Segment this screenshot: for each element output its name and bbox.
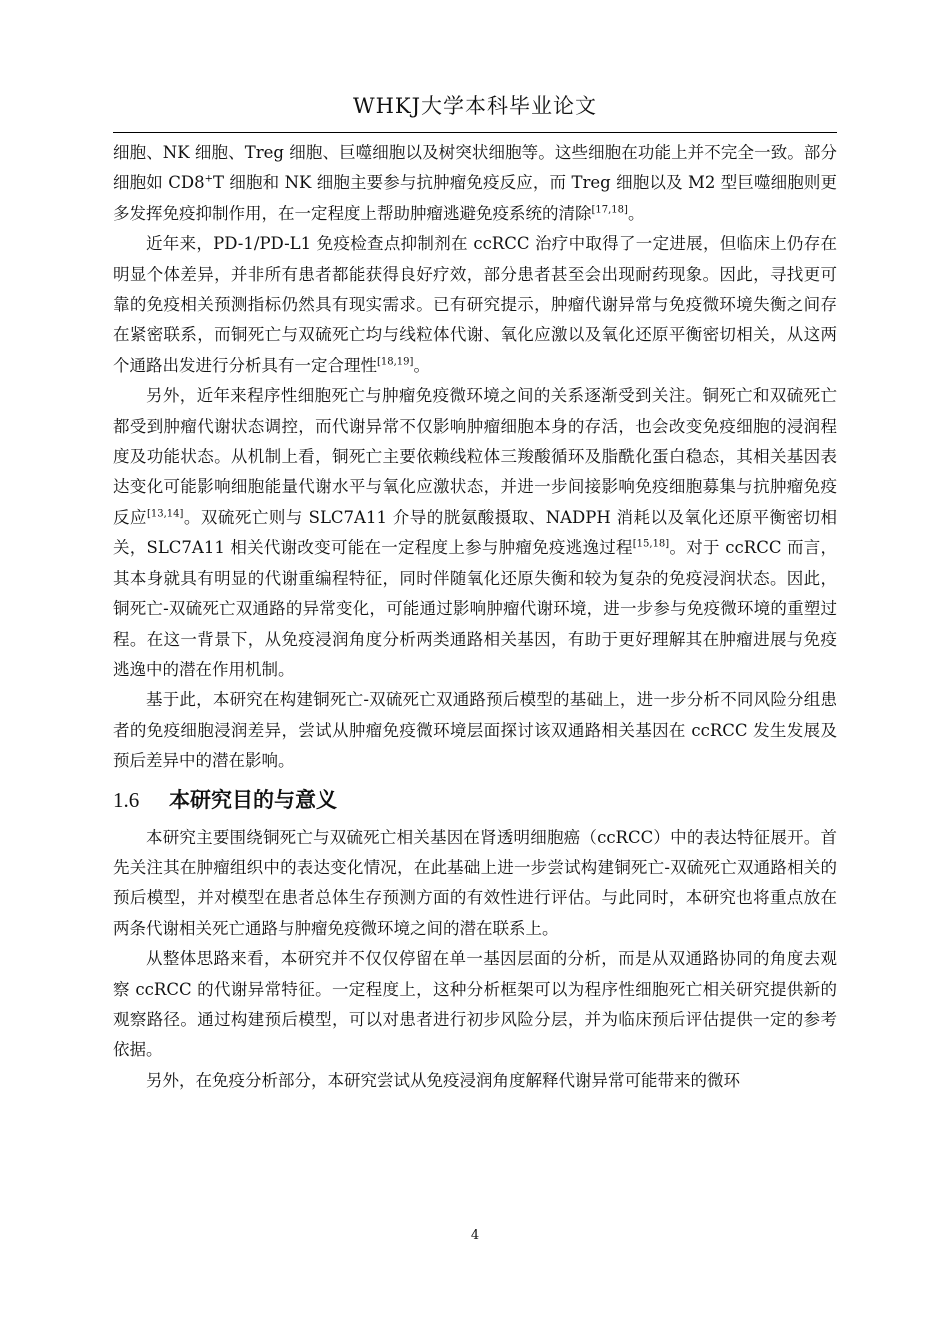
page-number: 4 bbox=[470, 1228, 480, 1243]
section-number: 1.6 bbox=[113, 787, 140, 812]
paragraph-2-text: 近年来，PD-1/PD-L1 免疫检查点抑制剂在 ccRCC 治疗中取得了一定进展，但临床上仍存在明显个体差异，并非所有患者都能获得良好疗效，部分患者甚至会出现耐药现象。因此，寻找更可靠的免疫相关预测指标仍然具有现实需求。已有研究提示，肿瘤代谢异常与免疫微环境失衡之间存在紧密联系，而铜死亡与双硫死亡均与线粒体代谢、氧化应激以及氧化还原平衡密切相关，从这两个通路出发进行分析具有一定合理性 bbox=[113, 234, 837, 375]
paragraph-1-text: 细胞、NK 细胞、Treg 细胞、巨噬细胞以及树突状细胞等。这些细胞在功能上并不完全一致。部分细胞如 CD8 bbox=[113, 143, 837, 193]
body-text bbox=[113, 138, 837, 1096]
section-paragraph-2: 从整体思路来看，本研究并不仅仅停留在单一基因层面的分析，而是从双通路协同的角度去观察 ccRCC 的代谢异常特征。一定程度上，这种分析框架可以为程序性细胞死亡相关研究提供新的观察路径。通过构建预后模型，可以对患者进行初步风险分层，并为临床预后评估提供一定的参考依据。 bbox=[113, 949, 837, 1060]
section-title: 本研究目的与意义 bbox=[169, 787, 337, 812]
citation-17-18: [17,18] bbox=[591, 204, 628, 216]
paragraph-1-text-2: T 细胞和 NK 细胞主要参与抗肿瘤免疫反应，而 Treg 细胞以及 M2 型巨噬细胞则更多发挥免疫抑制作用，在一定程度上帮助肿瘤逃避免疫系统的清除 bbox=[113, 173, 837, 223]
section-paragraph-3: 另外，在免疫分析部分，本研究尝试从免疫浸润角度解释代谢异常可能带来的微环 bbox=[146, 1070, 740, 1090]
citation-13-14: [13,14] bbox=[147, 508, 184, 520]
paragraph-3-text-2: 。双硫死亡则与 SLC7A11 介导的胱氨酸摄取、NADPH 消耗以及氧化还原平衡密切相关，SLC7A11 相关代谢改变可能在一定程度上参与肿瘤免疫逃逸过程 bbox=[113, 507, 837, 558]
paragraph-4: 基于此，本研究在构建铜死亡-双硫死亡双通路预后模型的基础上，进一步分析不同风险分组患者的免疫细胞浸润差异，尝试从肿瘤免疫微环境层面探讨该双通路相关基因在 ccRCC 发生发展及预后差异中的潜在影响。 bbox=[113, 690, 837, 771]
paragraph-1-end: 。 bbox=[627, 203, 645, 223]
paragraph-3 bbox=[113, 381, 837, 685]
superscript-plus: + bbox=[204, 173, 213, 185]
section-paragraph-1: 本研究主要围绕铜死亡与双硫死亡相关基因在肾透明细胞癌（ccRCC）中的表达特征展开。首先关注其在肿瘤组织中的表达变化情况，在此基础上进一步尝试构建铜死亡-双硫死亡双通路相关的预后模型，并对模型在患者总体生存预测方面的有效性进行评估。与此同时，本研究也将重点放在两条代谢相关死亡通路与肿瘤免疫微环境之间的潜在联系上。 bbox=[113, 827, 837, 938]
section-heading bbox=[113, 783, 837, 817]
paragraph-1 bbox=[113, 138, 837, 229]
paragraph-3-text-3: 。对于 ccRCC 而言，其本身就具有明显的代谢重编程特征，同时伴随氧化还原失衡和较为复杂的免疫浸润状态。因此，铜死亡-双硫死亡双通路的异常变化，可能通过影响肿瘤代谢环境，进一步参与免疫微环境的重塑过程。在这一背景下，从免疫浸润角度分析两类通路相关基因，有助于更好理解其在肿瘤进展与免疫逃逸中的潜在作用机制。 bbox=[113, 538, 837, 679]
header-rule bbox=[113, 132, 837, 133]
paragraph-2 bbox=[113, 229, 837, 381]
paragraph-3-text: 另外，近年来程序性细胞死亡与肿瘤免疫微环境之间的关系逐渐受到关注。铜死亡和双硫死亡都受到肿瘤代谢状态调控，而代谢异常不仅影响肿瘤细胞本身的存活，也会改变免疫细胞的浸润程度及功能状态。从机制上看，铜死亡主要依赖线粒体三羧酸循环及脂酰化蛋白稳态，其相关基因表达变化可能影响细胞能量代谢水平与氧化应激状态，并进一步间接影响免疫细胞募集与抗肿瘤免疫反应 bbox=[113, 386, 837, 527]
citation-15-18: [15,18] bbox=[632, 538, 670, 550]
paragraph-2-end: 。 bbox=[413, 355, 430, 375]
citation-18-19: [18,19] bbox=[377, 356, 414, 368]
page-header-title: WHKJ大学本科毕业论文 bbox=[352, 94, 597, 118]
